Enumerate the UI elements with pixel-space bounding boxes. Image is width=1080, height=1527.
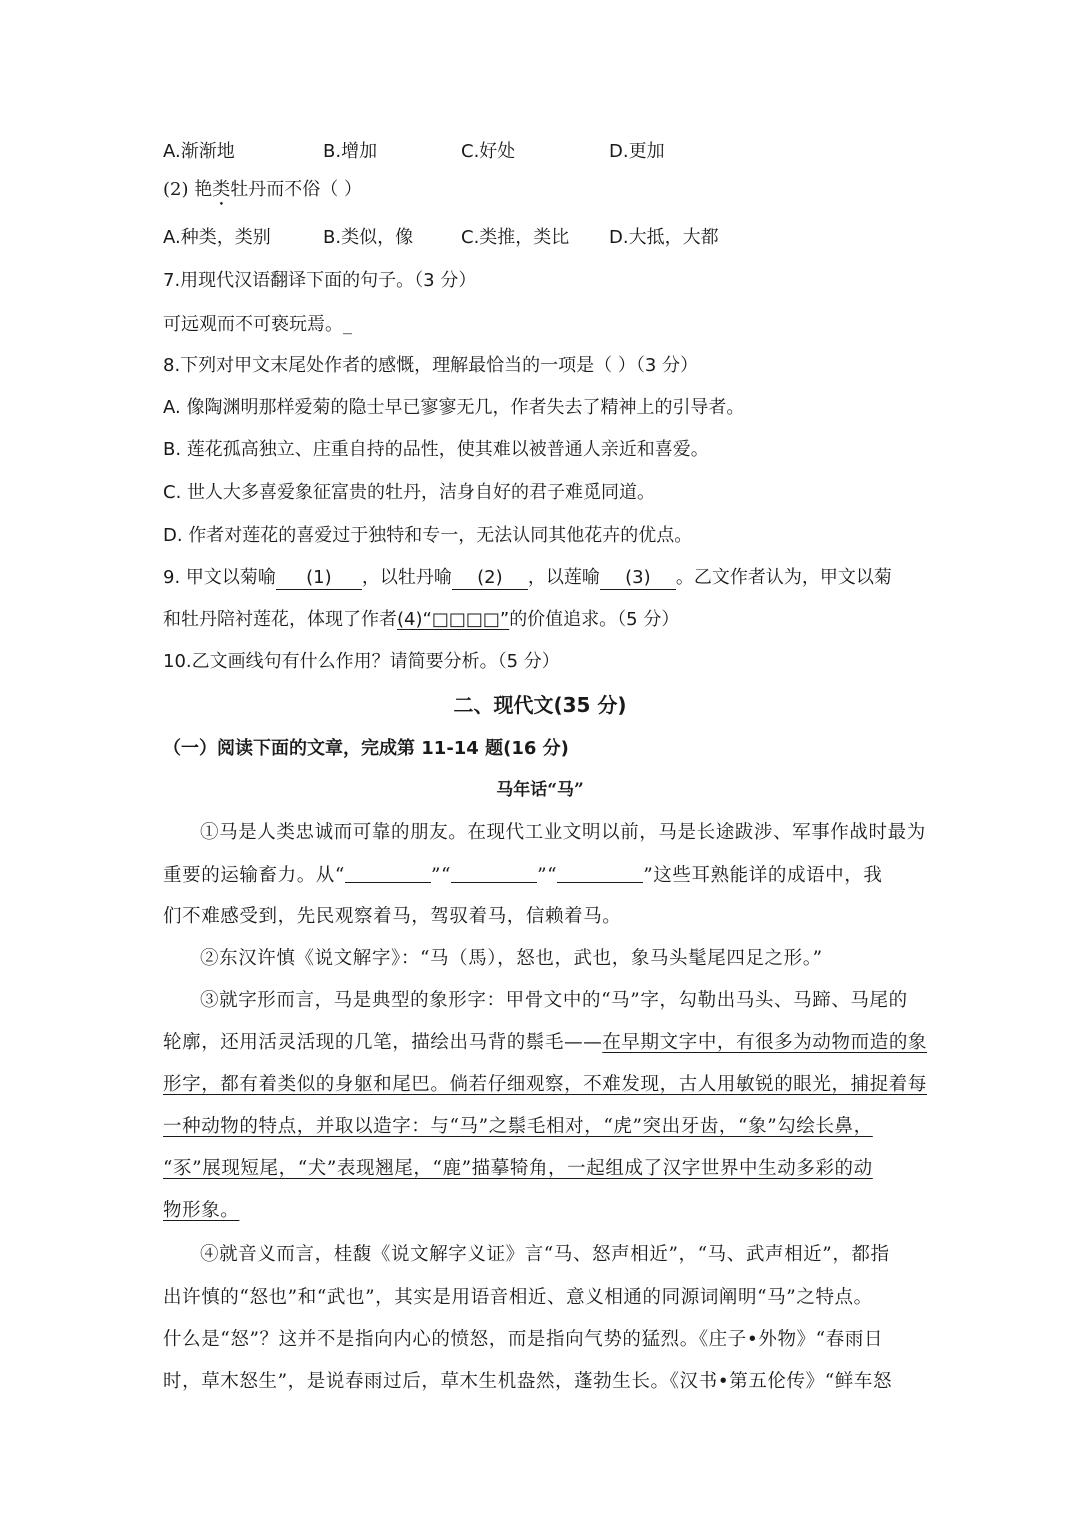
article-title: 马年话“马” (496, 780, 584, 800)
section-2-title: 二、现代文(35 分) (453, 693, 627, 717)
article-p3-text-a: 轮廓，还用活灵活现的几笔，描绘出马背的鬃毛—— (163, 1032, 603, 1053)
article-p1-line-1: ①马是人类忠诚而可靠的朋友。在现代工业文明以前，马是长途跋涉、军事作战时最为 (200, 822, 926, 843)
q6-options-row-1 (163, 139, 923, 165)
q6-sub2-marked-char: 类 (212, 179, 231, 200)
article-p3-line-4: 一种动物的特点，并取以造字：与“马”之鬃毛相对，“虎”突出牙齿，“象”勾绘长鼻， (163, 1116, 873, 1137)
q9-text-2: ，以牡丹喻 (361, 567, 452, 588)
article-p1-text-d: ”这些耳熟能详的成语中，我 (643, 865, 883, 886)
q10-prompt: 10.乙文画线句有什么作用？请简要分析。（5 分） (163, 651, 560, 672)
q9-line-2 (163, 607, 923, 633)
article-p1-text-a: 重要的运输畜力。从“ (163, 865, 345, 886)
article-p3-line-5: “豕”展现短尾，“犬”表现翘尾，“鹿”描摹犄角，一起组成了汉字世界中生动多彩的动 (163, 1158, 873, 1179)
q6-option2-a: A.种类，类别 (163, 227, 271, 248)
q6-option2-c: C.类推，类比 (461, 227, 570, 248)
q6-sub2-prefix: (2) 艳 (163, 179, 213, 200)
article-p4-line-2: 出许慎的“怒也”和“武也”，其实是用语音相近、意义相通的同源词阐明“马”之特点。 (163, 1287, 873, 1308)
article-p1-text-b: ”“ (430, 865, 452, 886)
q6-option-a: A.渐渐地 (163, 141, 235, 162)
idiom-blank-2 (451, 862, 537, 883)
q6-sub-question-2 (163, 177, 923, 210)
q6-option-b: B.增加 (323, 141, 378, 162)
article-p3-underlined-a: 在早期文字中，有很多为动物而造的象 (602, 1032, 928, 1053)
q8-option-b: B. 莲花孤高独立、庄重自持的品性，使其难以被普通人亲近和喜爱。 (163, 439, 709, 460)
q9-blank-4: (4)“□□□□” (397, 609, 510, 630)
q9-text-4: 。乙文作者认为，甲文以菊 (675, 567, 892, 588)
q9-blank-2: (2) (452, 567, 528, 590)
q6-option-c: C.好处 (461, 141, 516, 162)
q8-prompt: 8.下列对甲文末尾处作者的感慨，理解最恰当的一项是（ ）（3 分） (163, 355, 699, 376)
q6-sub2-suffix: 牡丹而不俗（ ） (230, 179, 362, 200)
article-p4-line-1: ④就音义而言，桂馥《说文解字义证》言“马、怒声相近”，“马、武声相近”，都指 (200, 1244, 890, 1265)
idiom-blank-3 (557, 862, 643, 883)
q6-option2-d: D.大抵，大都 (609, 227, 719, 248)
article-p3-line-1: ③就字形而言，马是典型的象形字：甲骨文中的“马”字，勾勒出马头、马蹄、马尾的 (200, 990, 908, 1011)
section-2-sub-heading: （一）阅读下面的文章，完成第 11-14 题(16 分) (163, 738, 569, 759)
article-p4-line-3: 什么是“怒”？这并不是指向内心的愤怒，而是指向气势的猛烈。《庄子•外物》“春雨日 (163, 1329, 884, 1350)
article-p3-line-6: 物形象。 (163, 1200, 240, 1221)
idiom-blank-1 (345, 862, 431, 883)
article-p4-line-4: 时，草木怒生”，是说春雨过后，草木生机盎然，蓬勃生长。《汉书•第五伦传》“鲜车怒 (163, 1371, 893, 1392)
q9-text-1: 9. 甲文以菊喻 (163, 567, 276, 588)
q6-option2-b: B.类似，像 (323, 227, 414, 248)
q9-text-5: 和牡丹陪衬莲花，体现了作者 (163, 609, 397, 630)
article-p3-line-2 (163, 1030, 928, 1056)
q8-option-c: C. 世人大多喜爱象征富贵的牡丹，洁身自好的君子难觅同道。 (163, 482, 656, 503)
article-p2-line-1: ②东汉许慎《说文解字》：“马（馬），怒也，武也，象马头髦尾四足之形。” (200, 948, 823, 969)
q7-prompt: 7.用现代汉语翻译下面的句子。（3 分） (163, 270, 477, 291)
q8-option-a: A. 像陶渊明那样爱菊的隐士早已寥寥无几，作者失去了精神上的引导者。 (163, 397, 745, 418)
q9-text-6: 的价值追求。（5 分） (509, 609, 680, 630)
q9-line-1 (163, 565, 923, 591)
article-p1-line-3: 们不难感受到，先民观察着马，驾驭着马，信赖着马。 (163, 906, 622, 927)
q9-blank-3: (3) (600, 567, 676, 590)
q9-text-3: ，以莲喻 (527, 567, 600, 588)
q6-options-row-2 (163, 225, 923, 251)
article-p1-line-2 (163, 862, 923, 889)
q7-sentence: 可远观而不可亵玩焉。_ (163, 314, 352, 335)
article-p3-line-3: 形字，都有着类似的身躯和尾巴。倘若仔细观察，不难发现，古人用敏锐的眼光，捕捉着每 (163, 1074, 928, 1095)
q9-blank-1: (1) (276, 567, 362, 590)
article-p1-text-c: ”“ (537, 865, 558, 886)
q8-option-d: D. 作者对莲花的喜爱过于独特和专一，无法认同其他花卉的优点。 (163, 525, 693, 546)
q6-option-d: D.更加 (609, 141, 665, 162)
